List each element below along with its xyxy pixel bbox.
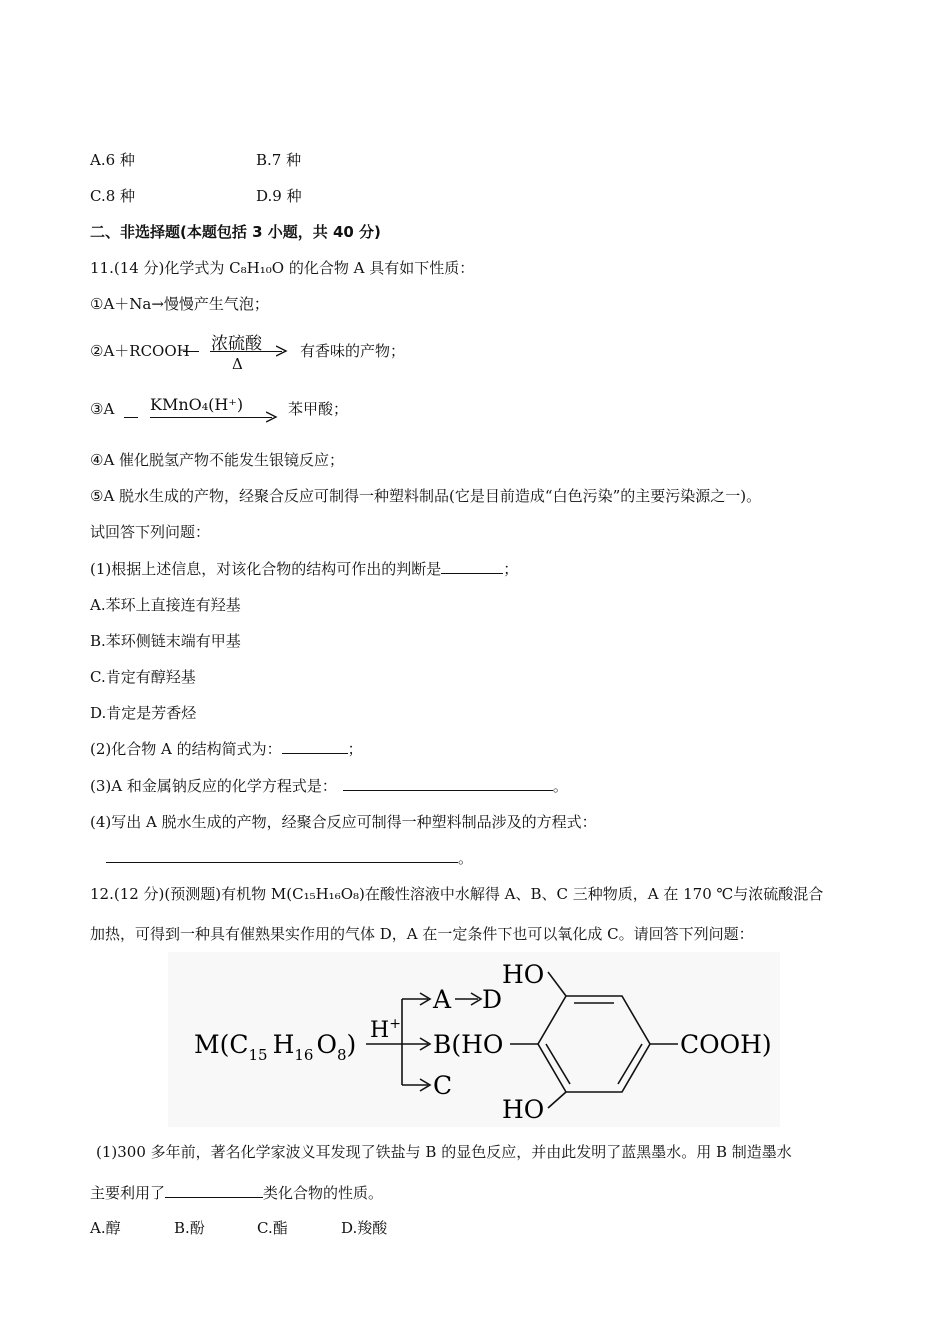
q11-ask: 试回答下列问题：	[90, 523, 211, 541]
ho-bottom: HO	[502, 1095, 545, 1124]
option-c: C.8 种	[90, 187, 136, 205]
catalyst-label: H+	[370, 1016, 401, 1043]
q11-property-1: ①A＋Na→慢慢产生气泡；	[90, 295, 269, 313]
q11-choice-c: C.肯定有醇羟基	[90, 668, 196, 686]
q11-sub2-text: (2)化合物 A 的结构简式为：	[90, 740, 282, 758]
answer-blank[interactable]	[282, 739, 348, 754]
q11-p3-arrow-line	[150, 417, 272, 418]
m-formula: $M(C_{15}$ $H_{16}$ $O_8$)	[194, 1030, 357, 1064]
q11-sub3	[90, 776, 568, 796]
option-a: A.6 种	[90, 151, 135, 169]
q11-sub1-text: (1)根据上述信息，对该化合物的结构可作出的判断是	[90, 560, 442, 578]
q11-sub4-end: 。	[458, 849, 474, 867]
q11-p3-condition: KMnO₄(H⁺)	[150, 395, 244, 414]
option-b: B.7 种	[256, 151, 302, 169]
q12-sub1-line2	[90, 1183, 383, 1203]
q11-property-2-right: 有香味的产物；	[300, 342, 406, 360]
arrow-head-icon	[276, 345, 288, 357]
reaction-scheme	[168, 952, 780, 1127]
q12-sub1-line1: (1)300 多年前，著名化学家波义耳发现了铁盐与 B 的显色反应，并由此发明了蓝黑墨水。用 B 制造墨水	[96, 1143, 792, 1161]
section-heading: 二、非选择题(本题包括 3 小题，共 40 分)	[90, 223, 381, 241]
q11-sub4-answer	[106, 848, 473, 868]
q11-p3-dash	[124, 417, 138, 418]
q12-choice-d: D.羧酸	[341, 1219, 388, 1237]
answer-blank[interactable]	[165, 1183, 263, 1198]
q12-choice-a: A.醇	[90, 1219, 121, 1237]
option-d: D.9 种	[256, 187, 302, 205]
arrow-head-icon	[266, 411, 278, 423]
branch-a: A	[433, 985, 452, 1014]
q11-property-4: ④A 催化脱氢产物不能发生银镜反应；	[90, 451, 345, 469]
answer-blank[interactable]	[343, 776, 553, 791]
q11-p2-arrow-line	[210, 351, 282, 352]
q12-choice-b: B.酚	[174, 1219, 205, 1237]
q11-sub4: (4)写出 A 脱水生成的产物，经聚合反应可制得一种塑料制品涉及的方程式：	[90, 813, 597, 831]
q11-p2-condition-bottom: Δ	[232, 355, 243, 373]
q11-sub1	[90, 559, 518, 579]
q12-intro-line2: 加热，可得到一种具有催熟果实作用的气体 D，A 在一定条件下也可以氧化成 C。请回答下列问题：	[90, 925, 754, 943]
q11-sub2-end: ；	[347, 740, 363, 758]
q12-sub1-text-b: 类化合物的性质。	[263, 1184, 384, 1202]
q12-intro-line1: 12.(12 分)(预测题)有机物 M(C₁₅H₁₆O₈)在酸性溶液中水解得 A、B、C 三种物质，A 在 170 ℃与浓硫酸混合	[90, 885, 824, 903]
answer-blank[interactable]	[441, 559, 503, 574]
q11-choice-d: D.肯定是芳香烃	[90, 704, 197, 722]
q11-sub1-end: ；	[503, 560, 519, 578]
ho-top: HO	[502, 960, 545, 989]
q11-p2-condition-top: 浓硫酸	[211, 334, 262, 354]
q12-choice-c: C.酯	[257, 1219, 288, 1237]
answer-blank[interactable]	[106, 848, 458, 863]
q11-intro: 11.(14 分)化学式为 C₈H₁₀O 的化合物 A 具有如下性质：	[90, 259, 475, 277]
q11-sub3-end: 。	[552, 777, 568, 795]
q12-sub1-text-a: 主要利用了	[90, 1184, 166, 1202]
q11-sub3-text: (3)A 和金属钠反应的化学方程式是：	[90, 777, 337, 795]
q11-property-3-left: ③A	[90, 400, 115, 418]
q11-sub2	[90, 739, 363, 759]
branch-d: D	[482, 985, 503, 1014]
cooh-group: COOH)	[680, 1030, 772, 1059]
branch-c: C	[433, 1071, 453, 1100]
q11-choice-b: B.苯环侧链末端有甲基	[90, 632, 241, 650]
q11-p2-dash	[183, 351, 199, 352]
branch-b: B(HO	[433, 1030, 504, 1059]
q11-property-3-right: 苯甲酸；	[288, 400, 349, 418]
q11-choice-a: A.苯环上直接连有羟基	[90, 596, 241, 614]
q11-property-2-left: ②A＋RCOOH	[90, 342, 190, 360]
q11-property-5: ⑤A 脱水生成的产物，经聚合反应可制得一种塑料制品(它是目前造成“白色污染”的主要污染源之一)。	[90, 487, 762, 505]
